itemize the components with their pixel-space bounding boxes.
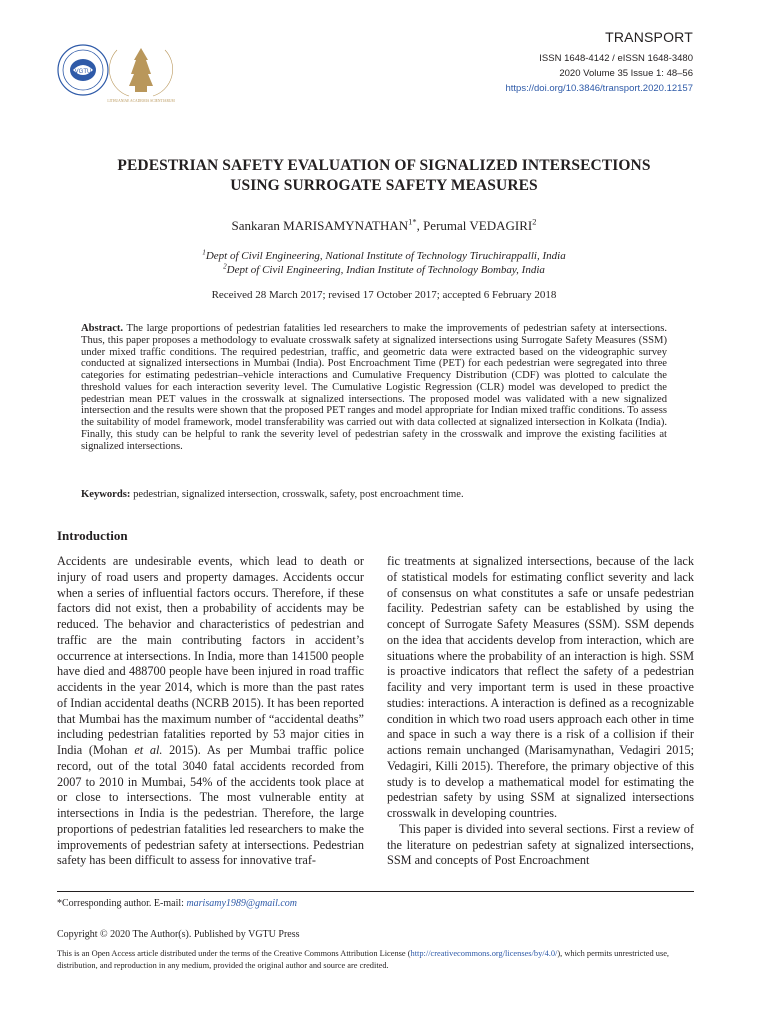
corresponding-author [57,898,297,909]
journal-header [506,29,694,96]
keywords-label: Keywords: [81,489,131,500]
academy-logo [107,48,175,103]
corresponding-prefix: *Corresponding author. E-mail: [57,898,187,909]
abstract-label: Abstract. [81,323,124,334]
license-text: ), which permits unrestricted use, distribution, and reproduction in any medium, provided the original author and source are credited. [57,949,670,970]
doi-link[interactable]: https://doi.org/10.3846/transport.2020.12157 [505,83,693,94]
section-heading-introduction: Introduction [57,528,128,543]
paragraph: fic treatments at signalized intersections, because of the lack of statistical models for estimating conflict severity and lack of consensus on what constitutes a safe or unsafe pedestrian facility. Pedestrian safety can be established by using the concept of Surrogate Safety Measures (SSM). SSM depends on the idea that accidents develop from interaction, which are situations where the probability of an interaction is high. SSM is proactive indicators that reflect the safety of a pedestrian facility and very important term is used in these proactive studies: interactions. A interaction is defined as a recognizable condition in which two road users approach each other in time and space in such a way there is a risk of a collision if their actions remain unchanged (Marisamynathan, Vedagiri 2015; Vedagiri, Killi 2015). Therefore, the primary objective of this study is to develop a mathematical model for estimating the pedestrian safety by using SSM at signalized intersections crosswalk in developing countries. [387,554,694,820]
paragraph-italic: et al. [134,743,163,757]
vgtu-logo-text: VGTU [74,69,92,75]
article-title [60,156,708,196]
abstract-text: The large proportions of pedestrian fatalities led researchers to make the improvements of pedestrian safety at intersections. Thus, this paper proposes a methodology to evaluate crosswalk safety at signalized intersections using Surrogate Safety Measures (SSM) under mixed traffic conditions. The required pedestrian, traffic, and geometric data were extracted based on the videographic survey conducted at signalized intersections in Mumbai (India). Post Encroachment Time (PET) for each pedestrian were segregated into three categories for estimating pedestrian–vehicle interactions and Cumulative Frequency Distribution (CDF) was plotted to calculate the threshold values for each interaction severity level. The Cumulative Logistic Regression (CLR) model was developed to predict the pedestrian mean PET values in the crosswalk at signalized intersections. The proposed model was validated with a new signalized intersection and the results were shown that the proposed PET ranges and model appropriate for Indian mixed traffic conditions. To assess the suitability of model framework, model transferability was carried out with data collected at signalized intersection in Kolkata (India). Finally, this study can be helpful to rank the severity level of pedestrian safety in the crosswalk and improve the existing facilities at signalized intersections. [81,323,667,452]
license-text: This is an Open Access article distributed under the terms of the Creative Commons Attribution License ( [57,949,411,958]
license-notice [57,948,694,971]
author-1: Sankaran MARISAMYNATHAN [231,218,409,233]
journal-volume: 2020 Volume 35 Issue 1: 48–56 [559,68,693,79]
keywords-text: pedestrian, signalized intersection, crosswalk, safety, post encroachment time. [130,489,464,500]
paragraph-text: 2015). As per Mumbai traffic police record, out of the total 3040 fatal accidents recorded from 2007 to 2010 in Mumbai, 54% of the accidents took place at or close to intersections. The most vulnerable entity at intersections in India is the pedestrian. Therefore, the large proportions of pedestrian fatalities led researchers to make the improvements of pedestrian safety at intersections. Pedestrian safety has been difficult to assess for innovative traf- [57,743,364,868]
journal-logos [55,40,175,106]
footnote-divider [57,891,694,892]
authors [60,218,708,234]
title-line-2: USING SURROGATE SAFETY MEASURES [230,177,538,194]
body-column-left [57,554,364,869]
corresponding-email-link[interactable]: marisamy1989@gmail.com [186,898,298,909]
paragraph-text: Accidents are undesirable events, which lead to death or injury of road users and property damages. Accidents occur when a series of influential factors occurs. Therefore, if these factors did not exist, then a probability of accidents may be reduced. The behavior and characteristics of pedestrian and traffic are the main contributing factors in accident’s occurrence at intersections. In India, more than 141500 people have died and 488700 people have been injured in road traffic accidents in the year 2014, which is more than the past rates of Indian accidental deaths (NCRB 2015). It has been reported that Mumbai has the maximum number of “accidental deaths” including pedestrian fatalities reported by 53 major cities in India (Mohan [57,554,364,757]
author-1-sup: 1* [408,216,417,227]
body-column-right [387,554,694,869]
author-2: Perumal VEDAGIRI [423,218,533,233]
received-dates: Received 28 March 2017; revised 17 October 2017; accepted 6 February 2018 [211,289,557,301]
affiliations [60,249,708,277]
affiliation-1-sup: 1 [202,248,206,257]
affiliation-2 [60,263,708,277]
academy-logo-text: LITHUANIAE ACADEMIA SCIENTIARUM [107,99,175,103]
journal-name: TRANSPORT [605,29,693,45]
author-separator: , [416,218,424,233]
abstract [81,323,667,452]
keywords [81,489,667,500]
vgtu-logo [55,40,175,106]
affiliation-2-text: Dept of Civil Engineering, Indian Institute of Technology Bombay, India [226,264,545,276]
title-line-1: PEDESTRIAN SAFETY EVALUATION OF SIGNALIZED INTERSECTIONS [117,157,651,174]
paragraph [57,554,364,869]
affiliation-2-sup: 2 [223,262,227,271]
copyright: Copyright © 2020 The Author(s). Published by VGTU Press [57,929,300,940]
affiliation-1-text: Dept of Civil Engineering, National Institute of Technology Tiruchirappalli, India [205,250,566,262]
journal-issn: ISSN 1648-4142 / eISSN 1648-3480 [539,53,693,64]
author-2-sup: 2 [532,216,537,227]
paragraph: This paper is divided into several sections. First a review of the literature on pedestrian safety at signalized intersections, SSM and concepts of Post Encroachment [387,821,694,868]
license-link[interactable]: http://creativecommons.org/licenses/by/4.0/ [410,949,558,958]
affiliation-1 [60,249,708,263]
